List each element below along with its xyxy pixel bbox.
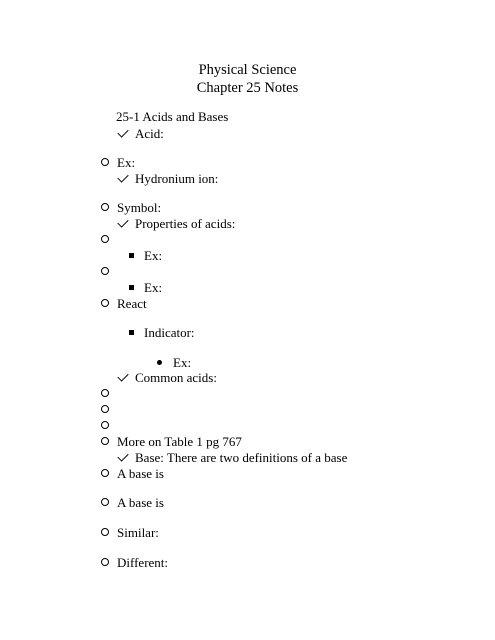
list-item-different: Different: <box>101 554 168 571</box>
list-item-symbol: Symbol: <box>101 199 161 216</box>
list-item-similar: Similar: <box>101 524 159 541</box>
section-heading: 25-1 Acids and Bases <box>116 109 229 124</box>
list-item-base-def-2: A base is <box>101 494 164 511</box>
list-item-common-3 <box>101 417 117 434</box>
checkmark-icon <box>118 126 135 141</box>
list-item-indicator: Indicator: <box>129 324 195 341</box>
list-item-hydronium: Hydronium ion: <box>118 170 218 187</box>
circle-bullet-icon <box>101 200 117 215</box>
square-bullet-icon <box>129 248 144 263</box>
checkmark-icon <box>118 171 135 186</box>
circle-bullet-icon <box>101 386 117 401</box>
checkmark-icon <box>118 450 135 465</box>
circle-bullet-icon <box>101 525 117 540</box>
list-item-property-1-ex: Ex: <box>129 247 162 264</box>
circle-bullet-icon <box>101 434 117 449</box>
list-item-common-1 <box>101 385 117 402</box>
list-item-property-2 <box>101 263 117 280</box>
square-bullet-icon <box>129 325 144 340</box>
list-item-indicator-ex: Ex: <box>157 354 191 371</box>
circle-bullet-icon <box>101 418 117 433</box>
list-item-property-1 <box>101 231 117 248</box>
list-item-property-2-ex: Ex: <box>129 279 162 296</box>
list-item-base: Base: There are two definitions of a base <box>118 449 347 466</box>
list-item-react: React <box>101 295 147 312</box>
document-subtitle: Chapter 25 Notes <box>196 80 299 96</box>
document-title: Physical Science <box>198 62 297 78</box>
list-item-more: More on Table 1 pg 767 <box>101 433 242 450</box>
circle-bullet-icon <box>101 155 117 170</box>
circle-bullet-icon <box>101 555 117 570</box>
circle-bullet-icon <box>101 296 117 311</box>
circle-bullet-icon <box>101 264 117 279</box>
circle-bullet-icon <box>101 402 117 417</box>
checkmark-icon <box>118 370 135 385</box>
circle-bullet-icon <box>101 466 117 481</box>
circle-bullet-icon <box>101 495 117 510</box>
square-bullet-icon <box>129 280 144 295</box>
list-item-common-acids: Common acids: <box>118 369 217 386</box>
checkmark-icon <box>118 216 135 231</box>
list-item-acid: Acid: <box>118 125 164 142</box>
list-item-base-def-1: A base is <box>101 465 164 482</box>
list-item-common-2 <box>101 401 117 418</box>
list-item-acid-ex: Ex: <box>101 154 135 171</box>
dot-bullet-icon <box>157 355 173 370</box>
circle-bullet-icon <box>101 232 117 247</box>
list-item-properties: Properties of acids: <box>118 215 235 232</box>
